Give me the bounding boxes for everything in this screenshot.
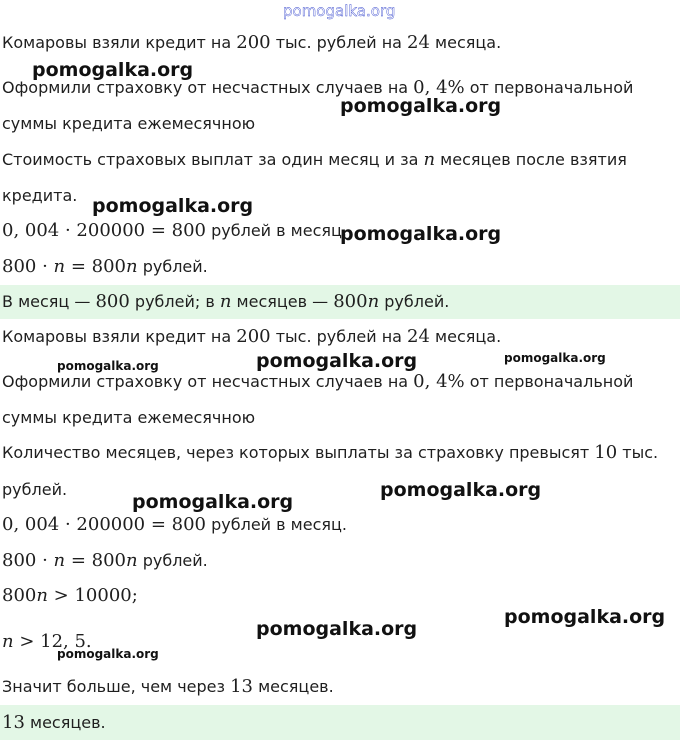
s2-line-calc1: 0, 004 · 200000 = 800 рублей в месяц. [2,514,347,535]
s2-line-monthly: суммы кредита ежемесячною [2,408,256,427]
watermark: pomogalka.org [256,350,418,372]
s1-line-insurance: Оформили страховку от несчастных случаев на 0, 4% от первоначальной [2,77,634,98]
s2-line-inequality: 800n > 10000; [2,585,138,606]
watermark: pomogalka.org [340,223,502,245]
s1-line-credit: кредита. [2,186,78,205]
watermark: pomogalka.org [92,195,254,217]
watermark: pomogalka.org [57,359,159,373]
s1-line-calc2: 800 · n = 800n рублей. [2,256,208,277]
s1-line-loan: Комаровы взяли кредит на 200 тыс. рублей на 24 месяца. [2,32,502,53]
watermark: pomogalka.org [340,95,502,117]
watermark: pomogalka.org [504,351,606,365]
s2-answer: 13 месяцев. [0,705,680,740]
watermark: pomogalka.org [380,479,542,501]
s2-line-rubles: рублей. [2,480,68,499]
s1-answer: В месяц — 800 рублей; в n месяцев — 800n рублей. [0,285,680,319]
watermark: pomogalka.org [256,618,418,640]
s2-line-result: n > 12, 5. [2,631,92,652]
s2-line-loan: Комаровы взяли кредит на 200 тыс. рублей на 24 месяца. [2,326,502,347]
watermark-top: pomogalka.org [283,2,396,20]
watermark: pomogalka.org [32,59,194,81]
watermark: pomogalka.org [57,647,159,661]
s1-line-calc1: 0, 004 · 200000 = 800 рублей в месяц. [2,220,347,241]
s1-line-question: Стоимость страховых выплат за один месяц и за n месяцев после взятия [2,149,627,170]
watermark: pomogalka.org [132,491,294,513]
watermark: pomogalka.org [504,606,666,628]
s2-line-insurance: Оформили страховку от несчастных случаев на 0, 4% от первоначальной [2,371,634,392]
s2-line-question: Количество месяцев, через которых выплаты за страховку превысят 10 тыс. [2,442,659,463]
s2-line-conclusion: Значит больше, чем через 13 месяцев. [2,676,334,697]
s2-line-calc2: 800 · n = 800n рублей. [2,550,208,571]
s1-line-monthly: суммы кредита ежемесячною [2,114,256,133]
